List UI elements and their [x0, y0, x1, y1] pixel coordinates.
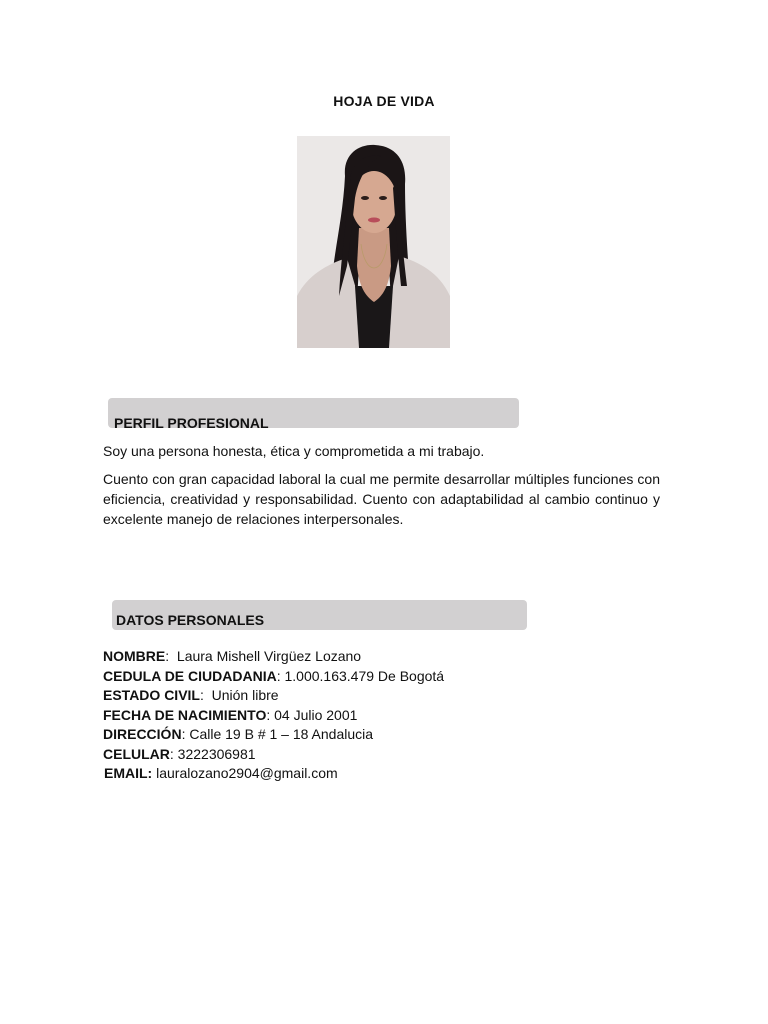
profile-photo [297, 136, 450, 348]
direccion-value: Calle 19 B # 1 – 18 Andalucia [189, 726, 374, 742]
cedula-separator: : [276, 667, 285, 684]
datos-row-fecha-nacimiento [103, 706, 444, 726]
celular-separator: : [169, 745, 178, 762]
fecha-nacimiento-separator: : [266, 706, 275, 723]
direccion-label: DIRECCIÓN [103, 726, 182, 742]
datos-row-cedula [103, 667, 444, 687]
perfil-paragraph-1: Soy una persona honesta, ética y comprometida a mi trabajo. [103, 443, 485, 459]
celular-label: CELULAR [103, 745, 170, 762]
profile-photo-illustration [297, 136, 450, 348]
document-title: HOJA DE VIDA [333, 93, 435, 109]
datos-row-celular [103, 745, 444, 765]
email-label: EMAIL: [104, 765, 153, 781]
datos-row-estado-civil [103, 686, 444, 706]
cedula-value: 1.000.163.479 De Bogotá [284, 667, 445, 684]
datos-personales-list [103, 647, 444, 784]
datos-heading: DATOS PERSONALES [116, 612, 265, 628]
estado-civil-label: ESTADO CIVIL [103, 687, 200, 703]
estado-civil-separator: : [199, 687, 212, 703]
email-value: lauralozano2904@gmail.com [156, 765, 338, 781]
fecha-nacimiento-value: 04 Julio 2001 [274, 706, 358, 723]
celular-value: 3222306981 [177, 745, 256, 762]
datos-row-email [103, 764, 444, 784]
datos-row-direccion [103, 725, 444, 745]
fecha-nacimiento-label: FECHA DE NACIMIENTO [103, 706, 267, 723]
direccion-separator: : [181, 726, 190, 742]
nombre-separator: : [165, 648, 177, 664]
nombre-value: Laura Mishell Virgüez Lozano [176, 648, 362, 664]
perfil-heading: PERFIL PROFESIONAL [114, 415, 269, 431]
estado-civil-value: Unión libre [211, 687, 279, 703]
datos-row-nombre [103, 647, 444, 667]
nombre-label: NOMBRE [103, 648, 166, 664]
perfil-paragraph-2: Cuento con gran capacidad laboral la cual me permite desarrollar múltiples funciones con eficiencia, creatividad y responsabilidad. Cuento con adaptabilidad al cambio continuo y excelente manejo de relaciones interpersonales. [103, 471, 660, 527]
cedula-label: CEDULA DE CIUDADANIA [103, 667, 277, 684]
